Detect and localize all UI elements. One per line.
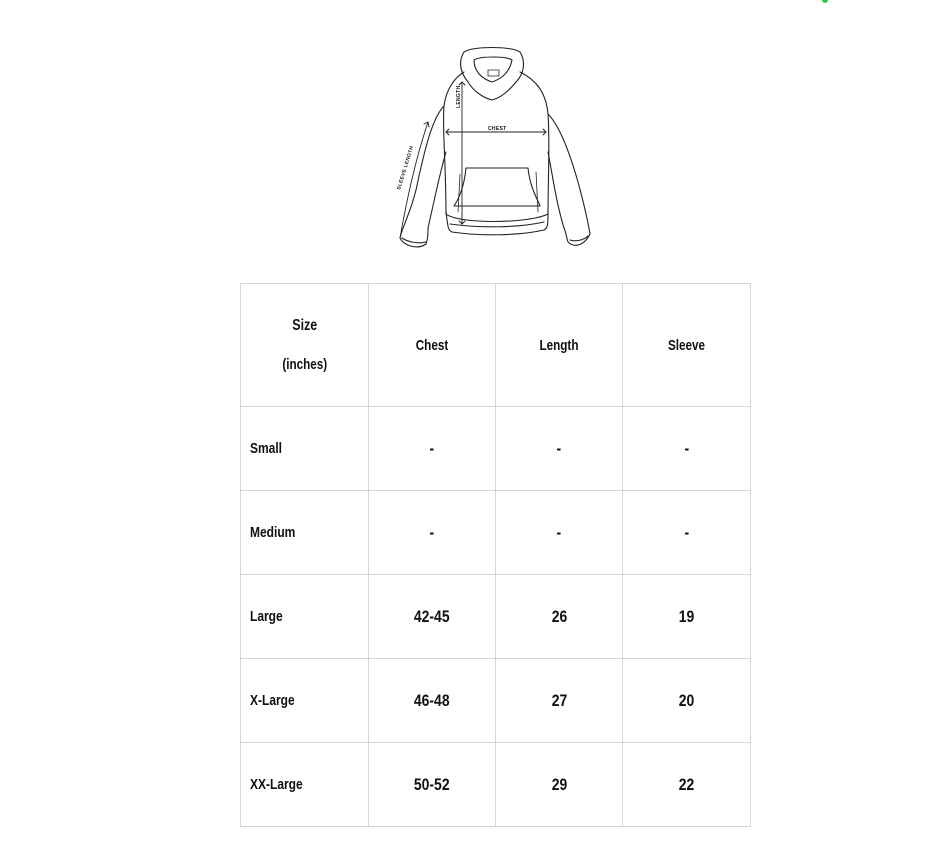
size-name: Large bbox=[250, 608, 283, 625]
length-cell bbox=[495, 407, 622, 491]
sleeve-value: - bbox=[684, 438, 689, 458]
size-name: Medium bbox=[250, 524, 296, 541]
table-row bbox=[241, 491, 751, 575]
size-name: XX-Large bbox=[250, 776, 303, 793]
length-value: 29 bbox=[551, 774, 567, 794]
hoodie-measurement-diagram bbox=[388, 42, 598, 254]
header-sleeve-cell bbox=[622, 284, 750, 407]
sleeve-cell bbox=[622, 407, 750, 491]
chest-label: CHEST bbox=[488, 126, 507, 132]
size-chart-table bbox=[240, 283, 751, 827]
sleeve-value: - bbox=[684, 522, 689, 542]
length-value: 26 bbox=[551, 606, 567, 626]
chest-cell bbox=[369, 743, 496, 827]
header-size-unit: (inches) bbox=[282, 355, 327, 373]
status-dot bbox=[822, 0, 828, 3]
sleeve-cell bbox=[622, 491, 750, 575]
header-sleeve-label: Sleeve bbox=[667, 336, 706, 354]
table-header-row bbox=[241, 284, 751, 407]
sleeve-cell bbox=[622, 575, 750, 659]
size-name-cell bbox=[241, 575, 369, 659]
header-length-cell bbox=[495, 284, 622, 407]
table-row bbox=[241, 575, 751, 659]
size-name: Small bbox=[250, 440, 283, 457]
sleeve-value: 19 bbox=[678, 606, 695, 626]
header-chest-cell bbox=[369, 284, 496, 407]
length-cell bbox=[495, 575, 622, 659]
chest-cell bbox=[369, 659, 496, 743]
size-name-cell bbox=[241, 407, 369, 491]
length-cell bbox=[495, 743, 622, 827]
size-name-cell bbox=[241, 491, 369, 575]
length-value: - bbox=[556, 522, 562, 542]
size-name-cell bbox=[241, 659, 369, 743]
sleeve-cell bbox=[622, 659, 750, 743]
sleeve-value: 22 bbox=[678, 774, 695, 794]
table-row bbox=[241, 659, 751, 743]
chest-cell bbox=[369, 575, 496, 659]
length-value: 27 bbox=[551, 690, 567, 710]
length-cell bbox=[495, 659, 622, 743]
size-name: X-Large bbox=[250, 692, 295, 709]
sleeve-length-label: SLEEVE LENGTH bbox=[396, 145, 416, 191]
header-length-label: Length bbox=[539, 336, 579, 354]
length-cell bbox=[495, 491, 622, 575]
size-name-cell bbox=[241, 743, 369, 827]
length-value: - bbox=[556, 438, 562, 458]
chest-value: 46-48 bbox=[414, 690, 450, 710]
chest-cell bbox=[369, 491, 496, 575]
table-row bbox=[241, 407, 751, 491]
header-size-label: Size bbox=[292, 316, 317, 334]
table-row bbox=[241, 743, 751, 827]
header-size-cell bbox=[241, 284, 369, 407]
chest-cell bbox=[369, 407, 496, 491]
chest-value: 50-52 bbox=[414, 774, 450, 794]
chest-value: - bbox=[429, 438, 435, 458]
length-label: LENGTH bbox=[456, 85, 462, 108]
chest-value: - bbox=[429, 522, 435, 542]
sleeve-cell bbox=[622, 743, 750, 827]
chest-value: 42-45 bbox=[414, 606, 450, 626]
header-chest-label: Chest bbox=[415, 336, 449, 354]
sleeve-value: 20 bbox=[678, 690, 695, 710]
